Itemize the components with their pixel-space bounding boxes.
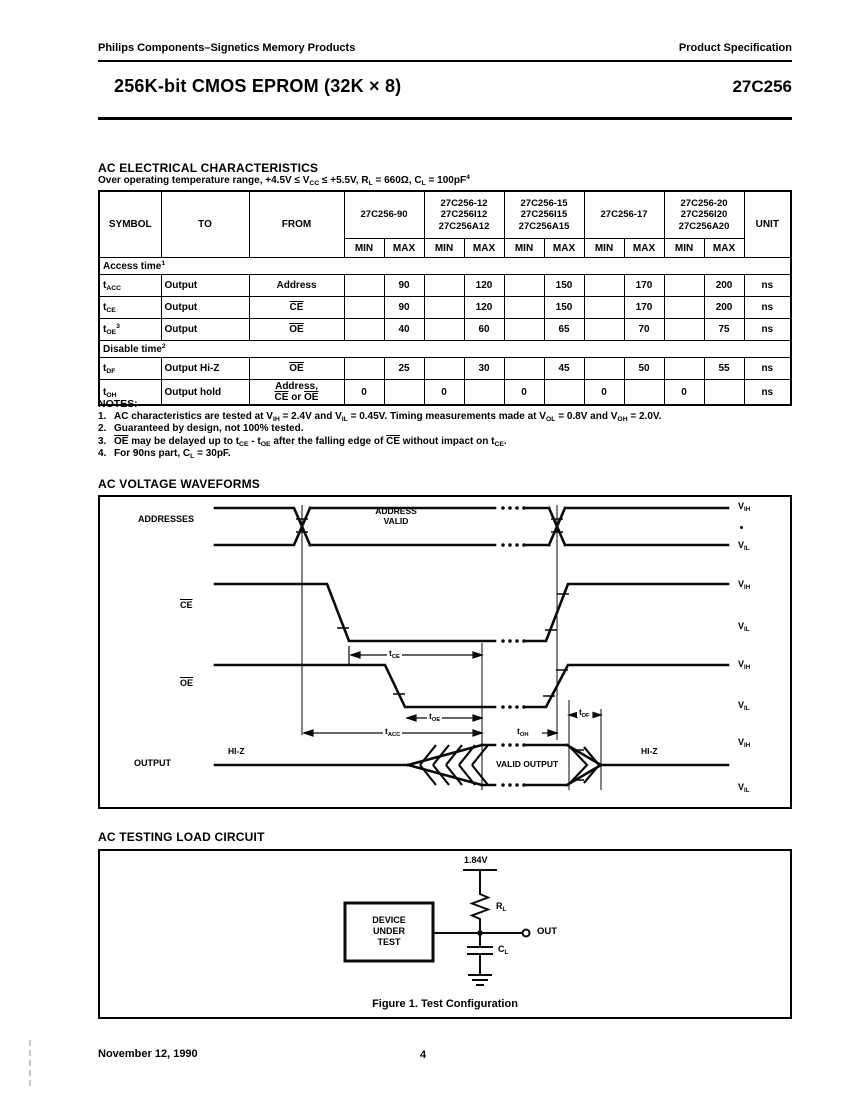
note-item: 1. AC characteristics are tested at $V_{IH} = 2.4V$ and $V_{IL} = 0.45V$. Timing measurements made at $V_{OL} = 0.8V$ and $V_{OH} = 2.0V$. <box>98 410 662 423</box>
title-bar <box>98 76 792 97</box>
tce-label: $t_{CE}$ <box>389 648 400 660</box>
vil-label: $V_{IL}$ <box>738 700 750 712</box>
value-cell <box>344 319 384 341</box>
value-cell: 45 <box>544 358 584 380</box>
vih-label: $V_{IH}$ <box>738 737 751 749</box>
value-cell: 200 <box>704 297 744 319</box>
col-header-speed-group: 27C256-12 27C256I12 27C256A12 <box>424 191 504 239</box>
valid-output-label: VALID OUTPUT <box>496 759 559 769</box>
table-row <box>99 358 791 380</box>
value-cell <box>664 297 704 319</box>
load-circuit-figure <box>98 849 792 1019</box>
ac-characteristics-condition: Over operating temperature range, $+4.5V \le V_{CC} \le +5.5V$, $R_L = 660\Omega$, $C_L = 100pF^4$ <box>98 174 470 187</box>
footer-date: November 12, 1990 <box>98 1048 198 1060</box>
symbol-cell: $t_{ACC}$ <box>99 275 161 297</box>
table-row <box>99 275 791 297</box>
waveforms-heading: AC VOLTAGE WAVEFORMS <box>98 477 260 491</box>
waveform-diagram <box>98 495 792 809</box>
table-header-row <box>99 191 791 239</box>
to-cell: Output <box>161 275 249 297</box>
value-cell: 170 <box>624 297 664 319</box>
tdf-label: $t_{DF}$ <box>579 707 590 719</box>
supply-voltage-label: 1.84V <box>464 855 488 865</box>
ac-characteristics-table <box>98 190 792 406</box>
note-item: 3. $\overline{OE}$ may be delayed up to $t_{CE} - t_{OE}$ after the falling edge of $\overline{CE}$ without impact on $t_{CE}$. <box>98 435 507 448</box>
value-cell <box>344 358 384 380</box>
title-rule <box>98 117 792 120</box>
toe-label: $t_{OE}$ <box>429 711 441 723</box>
value-cell <box>424 275 464 297</box>
value-cell <box>504 358 544 380</box>
to-cell: Output Hi-Z <box>161 358 249 380</box>
value-cell: 0 <box>344 380 384 406</box>
header-left: Philips Components–Signetics Memory Products <box>98 42 356 54</box>
symbol-cell: $t_{DF}$ <box>99 358 161 380</box>
value-cell <box>504 297 544 319</box>
value-cell: 0 <box>424 380 464 406</box>
col-header-max: MAX <box>704 239 744 258</box>
figure-caption: Figure 1. Test Configuration <box>372 998 518 1010</box>
address-valid-label: ADDRESS VALID <box>375 506 417 526</box>
vil-label: $V_{IL}$ <box>738 782 750 794</box>
notes-heading: NOTES: <box>98 398 138 410</box>
from-cell: $\overline{CE}$ <box>249 297 344 319</box>
ce-signal-label: $\overline{CE}$ <box>180 600 193 610</box>
col-header-symbol: SYMBOL <box>99 191 161 258</box>
col-header-max: MAX <box>624 239 664 258</box>
value-cell <box>504 275 544 297</box>
from-cell: Address <box>249 275 344 297</box>
vih-label: $V_{IH}$ <box>738 579 751 591</box>
table-section-row <box>99 258 791 275</box>
value-cell: 90 <box>384 275 424 297</box>
col-header-min: MIN <box>424 239 464 258</box>
hiz-left-label: HI-Z <box>228 746 245 756</box>
value-cell: 0 <box>504 380 544 406</box>
unit-cell: ns <box>744 358 791 380</box>
out-label: OUT <box>537 926 558 937</box>
col-header-speed-group: 27C256-90 <box>344 191 424 239</box>
symbol-cell: $t_{OH}$ <box>99 380 161 406</box>
col-header-speed-group: 27C256-15 27C256I15 27C256A15 <box>504 191 584 239</box>
cl-label: $C_L$ <box>498 944 509 956</box>
ac-characteristics-heading: AC ELECTRICAL CHARACTERISTICS <box>98 161 319 175</box>
from-cell: Address, $\overline{CE}$ or $\overline{OE}$ <box>249 380 344 406</box>
load-circuit-svg <box>100 851 786 1013</box>
waveform-svg <box>100 497 786 803</box>
symbol-cell: $t_{CE}$ <box>99 297 161 319</box>
running-header <box>98 42 792 54</box>
value-cell <box>424 358 464 380</box>
col-header-min: MIN <box>584 239 624 258</box>
value-cell: 0 <box>584 380 624 406</box>
value-cell: 65 <box>544 319 584 341</box>
value-cell <box>584 297 624 319</box>
value-cell: 75 <box>704 319 744 341</box>
col-header-max: MAX <box>464 239 504 258</box>
page-title: 256K-bit CMOS EPROM (32K × 8) <box>114 76 402 96</box>
note-item: 2. Guaranteed by design, not 100% tested. <box>98 423 304 434</box>
oe-signal-label: $\overline{OE}$ <box>180 678 194 688</box>
table-row <box>99 297 791 319</box>
value-cell: 30 <box>464 358 504 380</box>
section-label: Disable time$^2$ <box>99 341 791 358</box>
col-header-min: MIN <box>344 239 384 258</box>
value-cell <box>424 319 464 341</box>
value-cell: 0 <box>664 380 704 406</box>
col-header-min: MIN <box>504 239 544 258</box>
load-circuit-heading: AC TESTING LOAD CIRCUIT <box>98 830 265 844</box>
vil-label: $V_{IL}$ <box>738 540 750 552</box>
to-cell: Output <box>161 297 249 319</box>
table-row <box>99 319 791 341</box>
value-cell: 90 <box>384 297 424 319</box>
value-cell: 170 <box>624 275 664 297</box>
to-cell: Output hold <box>161 380 249 406</box>
col-header-speed-group: 27C256-17 <box>584 191 664 239</box>
vih-label: $V_{IH}$ <box>738 659 751 671</box>
value-cell: 50 <box>624 358 664 380</box>
value-cell <box>344 275 384 297</box>
value-cell: 120 <box>464 297 504 319</box>
value-cell: 55 <box>704 358 744 380</box>
col-header-min: MIN <box>664 239 704 258</box>
value-cell: 70 <box>624 319 664 341</box>
scan-speck <box>740 526 743 529</box>
footer-page-number: 4 <box>420 1049 427 1061</box>
header-rule <box>98 60 792 62</box>
value-cell <box>664 319 704 341</box>
col-header-to: TO <box>161 191 249 258</box>
value-cell <box>504 319 544 341</box>
value-cell <box>344 297 384 319</box>
table-section-row <box>99 341 791 358</box>
col-header-from: FROM <box>249 191 344 258</box>
hiz-right-label: HI-Z <box>641 746 658 756</box>
vil-label: $V_{IL}$ <box>738 621 750 633</box>
col-header-max: MAX <box>544 239 584 258</box>
value-cell: 40 <box>384 319 424 341</box>
unit-cell: ns <box>744 275 791 297</box>
unit-cell: ns <box>744 380 791 406</box>
notes-block <box>98 398 792 461</box>
value-cell <box>664 275 704 297</box>
value-cell <box>584 275 624 297</box>
value-cell: 200 <box>704 275 744 297</box>
value-cell <box>584 319 624 341</box>
continuation-dots <box>501 506 526 787</box>
from-cell: $\overline{OE}$ <box>249 319 344 341</box>
col-header-max: MAX <box>384 239 424 258</box>
value-cell: 120 <box>464 275 504 297</box>
value-cell: 150 <box>544 297 584 319</box>
toh-label: $t_{OH}$ <box>517 726 529 738</box>
unit-cell: ns <box>744 319 791 341</box>
col-header-speed-group: 27C256-20 27C256I20 27C256A20 <box>664 191 744 239</box>
part-number: 27C256 <box>732 77 792 96</box>
from-cell: $\overline{OE}$ <box>249 358 344 380</box>
value-cell <box>584 358 624 380</box>
col-header-unit: UNIT <box>744 191 791 258</box>
unit-cell: ns <box>744 297 791 319</box>
section-label: Access time$^1$ <box>99 258 791 275</box>
tacc-label: $t_{ACC}$ <box>385 726 401 738</box>
value-cell: 60 <box>464 319 504 341</box>
header-right: Product Specification <box>678 42 792 54</box>
output-signal-label: OUTPUT <box>134 758 171 768</box>
symbol-cell: $t_{OE}^3$ <box>99 319 161 341</box>
vih-label: $V_{IH}$ <box>738 501 751 513</box>
value-cell <box>424 297 464 319</box>
dut-label: DEVICE UNDER TEST <box>372 915 406 947</box>
value-cell: 150 <box>544 275 584 297</box>
value-cell <box>664 358 704 380</box>
value-cell: 25 <box>384 358 424 380</box>
to-cell: Output <box>161 319 249 341</box>
addresses-label: ADDRESSES <box>138 514 195 524</box>
note-item: 4. For 90ns part, $C_L = 30pF$. <box>98 448 231 460</box>
scan-artifact <box>29 1040 32 1086</box>
rl-label: $R_L$ <box>496 901 507 913</box>
